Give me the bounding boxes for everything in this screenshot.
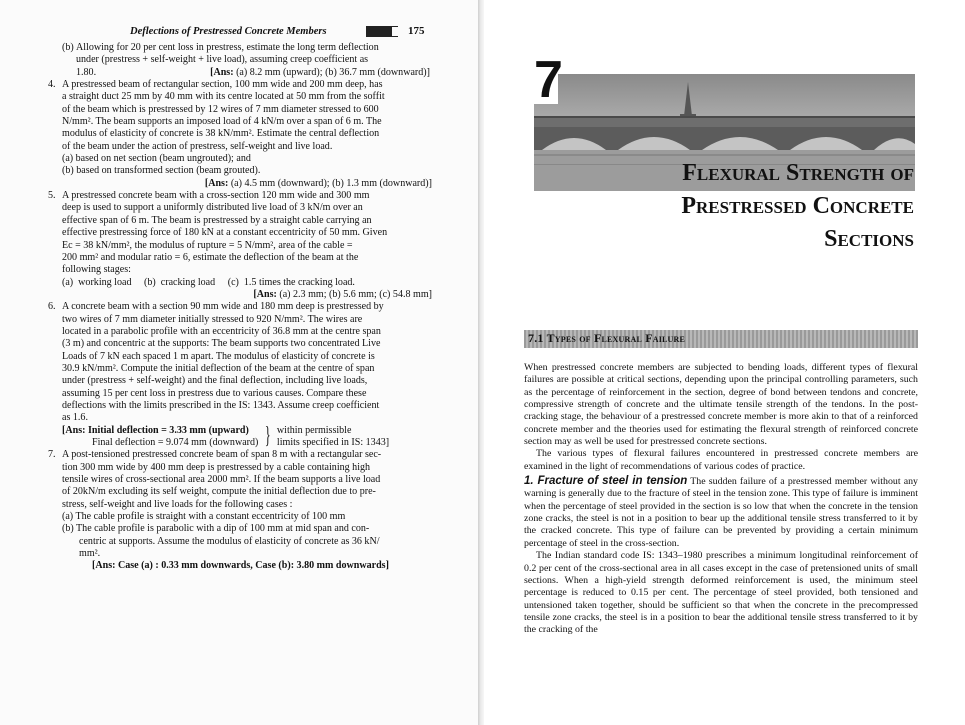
paragraph: The Indian standard code IS: 1343–1980 prescribes a minimum longitudinal reinforcement of 0.2 per cent of the cross-sectional area in all cases except in the case of pretensioned units of small sections. When a high-yield strength deformed reinforcement is used, the minimum steel percentage is reduced to 0.15 per cent. The percentage of steel provided, both tensioned and untensioned taken together, should be sufficient so that when the concrete in the precompressed tensile zone cracks, the steel is in a position to bear the additional tensile stress transferred to it by the cracking of the: [524, 550, 918, 636]
running-header: [130, 24, 430, 42]
sub-heading: 1. Fracture of steel in tension: [524, 475, 688, 488]
paragraph: 1. Fracture of steel in tension The sudden failure of a prestressed member without any warning is generally due to the fracture of steel in the tension zone. This type of failure is imminent when the percentage of steel provided in the section is so low that when the concrete in the tension zone cracks, the steel is not in a position to bear up the additional tensile stress transferred to it by the cracked concrete. This type of failure can be prevented by providing a certain minimum percentage of steel in the cross-section.: [524, 475, 918, 549]
section-heading: 7.1 Types of Flexural Failure: [528, 331, 686, 345]
exercise-6: 6. A concrete beam with a section 90 mm wide and 180 mm deep is prestressed by two wires of 7 mm diameter initially stressed to 920 N/mm². The wires are located in a parabolic profile with an eccentricity of 36.8 mm at the centre span (3 m) and concentric at the supports: The beam supports two concentrated Live Loads of 7 kN each spaced 1 m apart. The modulus of elasticity of concrete is 30.9 kN/mm². Compute the initial deflection of the beam at the centre of span under (prestress + self-weight) and the final deflection, including live loads, assuming 15 per cent loss in prestress due to various causes. Compare these deflections with the limits prescribed in the IS: 1343. Assume creep coefficient as 1.6. [Ans: Initial deflection = 3.33 mm (upward) Final deflection = 9.074 mm (downward) } within permissible limits specified in IS: 1343]: [48, 301, 432, 449]
right-page: [484, 0, 965, 725]
exercise-6-answer: [Ans: Initial deflection = 3.33 mm (upward) Final deflection = 9.074 mm (downward) } within permissible limits specified in IS: 1343]: [62, 422, 390, 449]
section-heading-bar: [524, 330, 918, 348]
exercise-list: [48, 42, 432, 573]
exercise-4: 4. A prestressed beam of rectangular section, 100 mm wide and 200 mm deep, has a straight duct 25 mm by 40 mm with its centre located at 50 mm from the soffit of the beam which is prestressed by 12 wires of 7 mm diameter stressed to 600 N/mm². The beam supports an imposed load of 4 kN/m over a span of 6 m. The modulus of elasticity of concrete is 38 kN/mm². Estimate the central deflection of the beam under the action of prestress, self-weight and live load. (a) based on net section (beam ungrouted); and (b) based on transformed section (beam grouted). [Ans: (a) 4.5 mm (downward); (b) 1.3 mm (downward)]: [48, 79, 432, 189]
running-header-title: Deflections of Prestressed Concrete Members: [130, 26, 327, 37]
exercise-3b: (b) Allowing for 20 per cent loss in prestress, estimate the long term deflection under (prestress + self-weight + live load), assuming creep coefficient as 1.80. [Ans: (a) 8.2 mm (upward); (b) 36.7 mm (downward)]: [62, 42, 430, 78]
chapter-title: Flexural Strength of Prestressed Concrete Sections: [681, 160, 914, 252]
left-page: [0, 0, 478, 725]
chapter-number: 7: [534, 51, 563, 109]
paragraph: When prestressed concrete members are subjected to bending loads, different types of flexural failures are possible at critical sections, depending upon the principal controlling parameters, such as the percentage of reinforcement in the section, degree of bond between tendons and concrete, compressive strength of concrete and the ultimate tensile strength of the tendons. In the post-cracking stage, the behaviour of a prestressed concrete member is more akin to that of a reinforced concrete member and the theories used for estimating the flexural strength of reinforced concrete section may as well be used for prestressed concrete sections.: [524, 362, 918, 448]
brace-symbol: }: [265, 422, 272, 449]
body-text: [524, 362, 918, 637]
paragraph: The various types of flexural failures encountered in prestressed concrete members are examined in the light of recommendations of various codes of practice.: [524, 448, 918, 472]
exercise-7: 7. A post-tensioned prestressed concrete beam of span 8 m with a rectangular sec- tion 300 mm wide by 400 mm deep is prestressed by a cable containing high tensile wires of cross-sectional area 2000 mm². If the beam supports a live load of 20kN/m excluding its self weight, compute the initial deflection due to pre- stress, self-weight and live loads for the following cases : (a) The cable profile is straight with a constant eccentricity of 100 mm (b) The cable profile is parabolic with a dip of 100 mm at mid span and con- centric at supports. Assume the modulus of elasticity of concrete as 36 kN/ mm². [Ans: Case (a) : 0.33 mm downwards, Case (b): 3.80 mm downwards]: [48, 449, 389, 572]
exercise-5: 5. A prestressed concrete beam with a cross-section 120 mm wide and 300 mm deep is used to support a uniformly distributed live load of 3 kN/m over an effective span of 6 m. The beam is prestressed by a straight cable carrying an effective prestressing force of 180 kN at a constant eccentricity of 50 mm. Given Ec = 38 kN/mm², the modulus of rupture = 5 N/mm², area of the cable = 200 mm² and modular ratio = 6, estimate the deflection of the beam at the following stages: (a) working load (b) cracking load (c) 1.5 times the cracking load. [Ans: (a) 2.3 mm; (b) 5.6 mm; (c) 54.8 mm]: [48, 190, 432, 300]
page-number: 175: [408, 25, 425, 37]
